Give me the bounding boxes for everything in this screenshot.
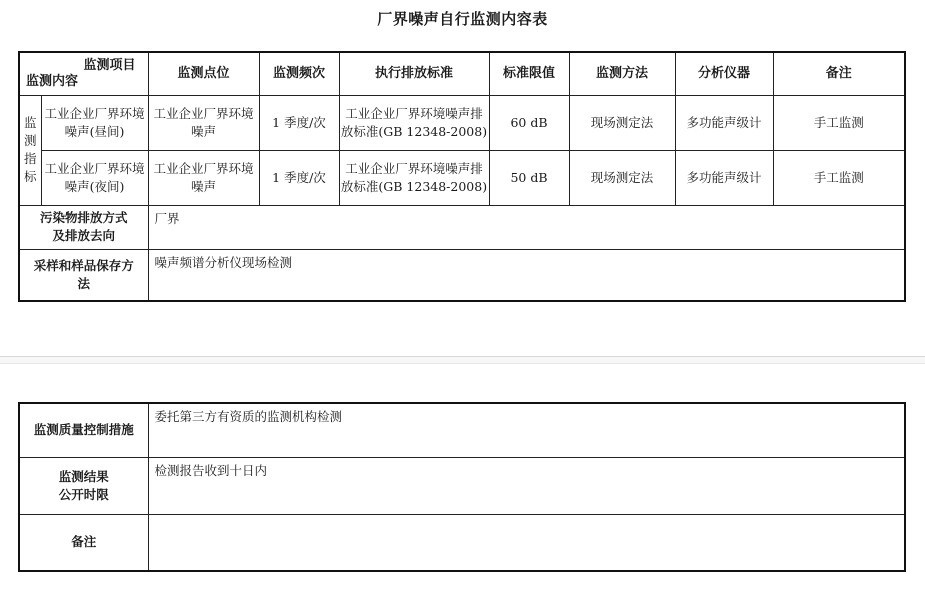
row-standard: 工业企业厂界环境噪声排放标准(GB 12348-2008) (339, 95, 489, 150)
row-instrument: 多功能声级计 (675, 150, 773, 205)
quality-value: 委托第三方有资质的监测机构检测 (148, 403, 905, 457)
indicator-char: 标 (23, 169, 37, 184)
row-method: 现场测定法 (569, 150, 675, 205)
sampling-label (19, 249, 148, 301)
row-frequency: 1 季度/次 (259, 95, 339, 150)
header-instrument: 分析仪器 (675, 52, 773, 95)
header-monitoring-item: 监测项目 (83, 58, 136, 74)
publish-label-line: 监测结果 (58, 468, 109, 484)
publish-row (19, 457, 905, 514)
header-frequency: 监测频次 (259, 52, 339, 95)
row-point: 工业企业厂界环境噪声 (148, 95, 259, 150)
discharge-label-line: 污染物排放方式 (39, 210, 128, 225)
diagonal-header-cell (19, 52, 148, 95)
sampling-value: 噪声频谱分析仪现场检测 (148, 249, 905, 301)
sampling-row (19, 249, 905, 301)
discharge-value: 厂界 (148, 205, 905, 249)
page-title: 厂界噪声自行监测内容表 (377, 10, 548, 28)
row-frequency: 1 季度/次 (259, 150, 339, 205)
discharge-label-line: 及排放去向 (52, 228, 115, 243)
row-item: 工业企业厂界环境噪声(昼间) (41, 95, 148, 150)
row-limit: 50 dB (489, 150, 569, 205)
header-limit: 标准限值 (489, 52, 569, 95)
indicator-char: 指 (23, 151, 37, 166)
note-row (19, 514, 905, 571)
indicator-char: 监 (23, 115, 37, 130)
monitoring-content-table (18, 51, 906, 302)
note-value (148, 514, 905, 571)
publish-value: 检测报告收到十日内 (148, 457, 905, 514)
row-remark: 手工监测 (773, 150, 905, 205)
table-row (19, 95, 905, 150)
table-row (19, 150, 905, 205)
header-method: 监测方法 (569, 52, 675, 95)
row-item: 工业企业厂界环境噪声(夜间) (41, 150, 148, 205)
row-point: 工业企业厂界环境噪声 (148, 150, 259, 205)
indicator-char: 测 (23, 133, 37, 148)
header-standard: 执行排放标准 (339, 52, 489, 95)
row-method: 现场测定法 (569, 95, 675, 150)
publish-label (19, 457, 148, 514)
note-label: 备注 (19, 514, 148, 571)
sampling-label-line: 法 (77, 275, 90, 291)
quality-row (19, 403, 905, 457)
header-remark: 备注 (773, 52, 905, 95)
header-point: 监测点位 (148, 52, 259, 95)
quality-label: 监测质量控制措施 (19, 403, 148, 457)
discharge-label (19, 205, 148, 249)
row-limit: 60 dB (489, 95, 569, 150)
page-break-divider (0, 356, 925, 364)
row-instrument: 多功能声级计 (675, 95, 773, 150)
header-row (19, 52, 905, 95)
header-monitoring-content: 监测内容 (26, 74, 79, 90)
quality-control-table (18, 402, 906, 572)
row-standard: 工业企业厂界环境噪声排放标准(GB 12348-2008) (339, 150, 489, 205)
row-remark: 手工监测 (773, 95, 905, 150)
sampling-label-line: 采样和样品保存方 (33, 257, 134, 273)
discharge-row (19, 205, 905, 249)
publish-label-line: 公开时限 (58, 486, 109, 502)
indicator-label-cell (19, 95, 41, 205)
